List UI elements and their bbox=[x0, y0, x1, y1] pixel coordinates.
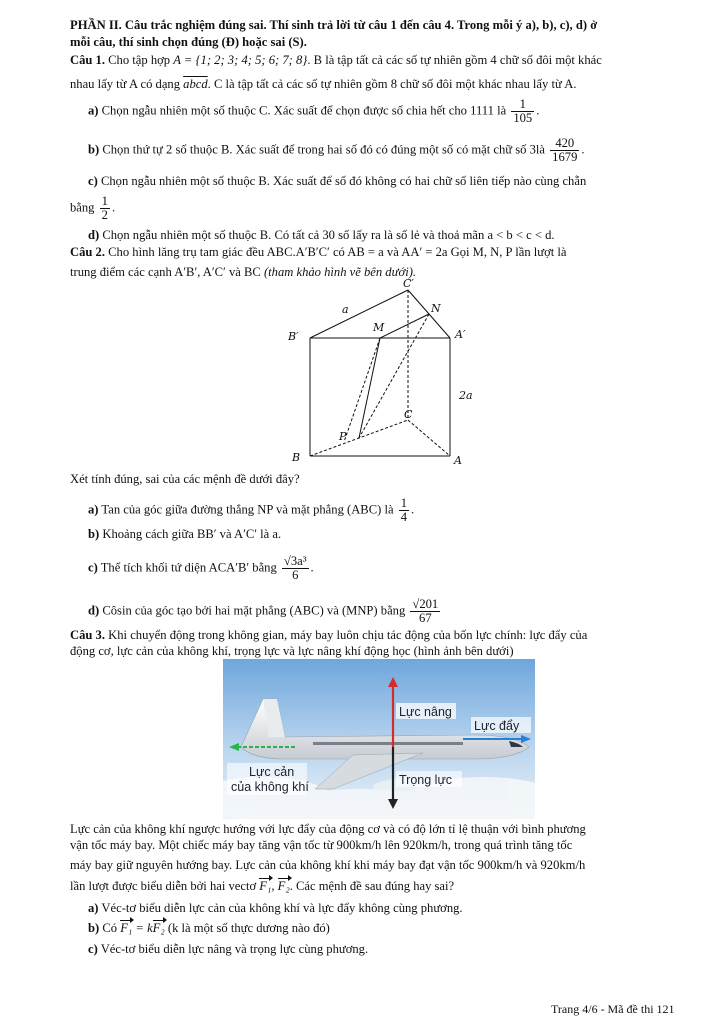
q1-abcd: abcd bbox=[183, 77, 208, 91]
q2-b-text: Khoảng cách giữa BB′ và A′C′ là a. bbox=[99, 527, 282, 541]
q2-label: Câu 2. bbox=[70, 245, 105, 259]
label-A: A bbox=[454, 454, 462, 466]
label-2a: 2a bbox=[459, 389, 473, 402]
part-header-line2: mỗi câu, thí sinh chọn đúng (Đ) hoặc sai (S). bbox=[70, 35, 307, 49]
gravity-label: Trọng lực bbox=[399, 773, 453, 787]
drag-label-line2: của không khí bbox=[231, 780, 309, 794]
label-N: N bbox=[431, 302, 441, 315]
q3-b-text2: (k là một số thực dương nào đó) bbox=[164, 921, 330, 935]
q3-c bbox=[88, 942, 368, 957]
q1-b: b) Chọn thứ tự 2 số thuộc B. Xác suất để trong hai số đó có đúng một số có mặt chữ số 3là $\frac{420}{1679}$ . bbox=[88, 136, 585, 164]
q1-line2 bbox=[70, 77, 576, 92]
q1-a-fraction: $\frac{1}{105}$ bbox=[513, 97, 533, 125]
q3-para2: vận tốc máy bay. Một chiếc máy bay tăng vận tốc từ 900km/h lên 920km/h, trong quá trình tăng tốc bbox=[70, 838, 573, 852]
prism-figure bbox=[280, 278, 480, 466]
q2-c: c) Thể tích khối tứ diện ACA′B′ bằng $\frac{\text{√3a³}}{6}$ . bbox=[88, 554, 314, 582]
q2-d-fraction: $\frac{√201}{67}$ bbox=[412, 597, 439, 625]
q1-a-label: a) bbox=[88, 103, 99, 118]
q3-c-label: c) bbox=[88, 942, 98, 956]
q3-text1: Khi chuyển động trong không gian, máy bay luôn chịu tác động của bốn lực chính: lực đẩy của bbox=[105, 628, 588, 642]
seg-NP bbox=[359, 314, 429, 438]
label-M: M bbox=[373, 321, 385, 334]
q2-line1 bbox=[70, 245, 567, 260]
airplane-windows bbox=[313, 742, 463, 745]
vector-F1-eq: F₁ bbox=[120, 921, 133, 935]
q1-c-text: Chọn ngẫu nhiên một số thuộc B. Xác suất để số đó không có hai chữ số liên tiếp nào cùng chẵn bbox=[97, 174, 587, 188]
q2-d bbox=[88, 598, 442, 625]
q2-c-fraction: $\frac{\text{√3a³}}{6}$ bbox=[283, 554, 307, 582]
label-B1: B′ bbox=[288, 330, 299, 343]
q2-d-label: d) bbox=[88, 603, 100, 618]
vector-F2: F₂ bbox=[277, 879, 290, 893]
q3-c-text: Véc-tơ biểu diễn lực nâng và trọng lực cùng phương. bbox=[97, 942, 369, 956]
q1-a: a) Chọn ngẫu nhiên một số thuộc C. Xác suất để chọn được số chia hết cho 1111 là $\frac{1}{105}$ . bbox=[88, 97, 540, 125]
q1-c-cont: bằng $\frac{1}{2}$ . bbox=[70, 194, 116, 222]
q2-a-text: Tan của góc giữa đường thẳng NP và mặt phẳng (ABC) là bbox=[98, 502, 394, 517]
q2-a-label: a) bbox=[88, 502, 99, 517]
q2-a: a) Tan của góc giữa đường thẳng NP và mặt phẳng (ABC) là $\frac{1}{4}$ . bbox=[88, 496, 415, 524]
airplane-forces-photo bbox=[223, 659, 535, 819]
q3-a-label: a) bbox=[88, 901, 99, 915]
q1-c bbox=[88, 174, 586, 189]
q1-d-label: d) bbox=[88, 228, 100, 242]
label-a: a bbox=[342, 303, 349, 316]
label-C1: C′ bbox=[403, 278, 414, 290]
q2-text1: Cho hình lăng trụ tam giác đều ABC.A′B′C′ có AB = a và AA′ = 2a Gọi M, N, P lần lượt là bbox=[105, 245, 567, 259]
q1-b-text: Chọn thứ tự 2 số thuộc B. Xác suất để trong hai số đó có đúng một số có mặt chữ số 3là bbox=[99, 142, 546, 157]
q2-c-label: c) bbox=[88, 560, 98, 575]
q3-para4b: . Các mệnh đề sau đúng hay sai? bbox=[289, 879, 455, 893]
q3-label: Câu 3. bbox=[70, 628, 105, 642]
q1-c-text2: bằng bbox=[70, 200, 95, 215]
q2-b-label: b) bbox=[88, 527, 100, 541]
q1-set: A = {1; 2; 3; 4; 5; 6; 7; 8} bbox=[173, 53, 308, 67]
part-header-line1: PHẦN II. Câu trắc nghiệm đúng sai. Thí sinh trả lời từ câu 1 đến câu 4. Trong mỗi ý a), b), c), d) ở bbox=[70, 18, 598, 32]
q3-para1: Lực cản của không khí ngược hướng với lực đẩy của động cơ và có độ lớn tỉ lệ thuận với bình phương bbox=[70, 822, 586, 836]
q2-text2a: trung điểm các cạnh A′B′, A′C′ và BC bbox=[70, 265, 264, 279]
q1-text1: Cho tập hợp bbox=[105, 53, 174, 67]
label-A1: A′ bbox=[455, 328, 466, 341]
q3-b-label: b) bbox=[88, 921, 100, 935]
vector-F2-eq: F₂ bbox=[152, 921, 165, 935]
q2-d-text: Côsin của góc tạo bởi hai mặt phẳng (ABC) và (MNP) bằng bbox=[99, 603, 406, 618]
q2-intro: Xét tính đúng, sai của các mệnh đề dưới đây? bbox=[70, 472, 300, 486]
q1-line1 bbox=[70, 53, 602, 68]
label-P: P bbox=[339, 430, 347, 443]
q3-a bbox=[88, 901, 463, 916]
q1-d-text: Chọn ngẫu nhiên một số thuộc B. Có tất cả 30 số lấy ra là số lẻ và thoả mãn a < b < c < d. bbox=[99, 228, 555, 242]
seg-aux bbox=[344, 338, 380, 442]
q3-para4a: lần lượt được biểu diễn bởi hai vectơ bbox=[70, 879, 260, 893]
q1-a-text: Chọn ngẫu nhiên một số thuộc C. Xác suất để chọn được số chia hết cho 1111 là bbox=[98, 103, 507, 118]
q3-line2: động cơ, lực cản của không khí, trọng lực và lực nâng khí động học (hình ảnh bên dưới) bbox=[70, 644, 514, 658]
q3-b-eq: = k bbox=[132, 921, 153, 935]
q1-label: Câu 1. bbox=[70, 53, 105, 67]
q1-text4: . C là tập tất cả các số tự nhiên gồm 8 chữ số đôi một khác nhau lấy từ A. bbox=[207, 77, 577, 91]
q3-para3: máy bay giữ nguyên hướng bay. Lực cản của không khí khi máy bay đạt vận tốc 900km/h và 920km/h bbox=[70, 858, 586, 872]
edge-B1C1 bbox=[310, 290, 408, 338]
label-C: C bbox=[404, 408, 413, 421]
page-footer: Trang 4/6 - Mã đề thi 121 bbox=[551, 1002, 675, 1016]
q3-b-text1: Có bbox=[99, 921, 121, 935]
q2-text2b: (tham khảo hình vẽ bên dưới). bbox=[263, 265, 417, 279]
q3-para4: lần lượt được biểu diễn bởi hai vectơ F₁, F₂. Các mệnh đề sau đúng hay sai? bbox=[70, 879, 455, 893]
q1-b-label: b) bbox=[88, 142, 100, 157]
q2-b bbox=[88, 527, 281, 542]
q1-c-label: c) bbox=[88, 174, 98, 188]
q3-b bbox=[88, 921, 330, 936]
q3-a-text: Véc-tơ biểu diễn lực cản của không khí và lực đẩy không cùng phương. bbox=[98, 901, 463, 915]
drag-label-line1: Lực cản bbox=[249, 765, 295, 779]
q1-text2: . B là tập tất cả các số tự nhiên gồm 4 chữ số đôi một khác bbox=[307, 53, 602, 67]
q3-line1 bbox=[70, 628, 587, 643]
seg-MN bbox=[380, 314, 429, 338]
q1-b-fraction: $\frac{420}{1679}$ bbox=[552, 136, 578, 164]
edge-CA bbox=[408, 420, 450, 456]
vector-F1: F₁ bbox=[259, 879, 272, 893]
q1-text3: nhau lấy từ A có dạng bbox=[70, 77, 184, 91]
lift-label: Lực nâng bbox=[399, 705, 452, 719]
q1-d bbox=[88, 228, 555, 243]
seg-MP bbox=[359, 338, 380, 438]
q2-a-fraction: $\frac{1}{4}$ bbox=[400, 496, 407, 524]
q1-c-fraction: $\frac{1}{2}$ bbox=[101, 194, 108, 222]
label-B: B bbox=[292, 451, 301, 464]
thrust-label: Lực đẩy bbox=[474, 719, 520, 733]
q2-c-text: Thể tích khối tứ diện ACA′B′ bằng bbox=[97, 560, 277, 575]
